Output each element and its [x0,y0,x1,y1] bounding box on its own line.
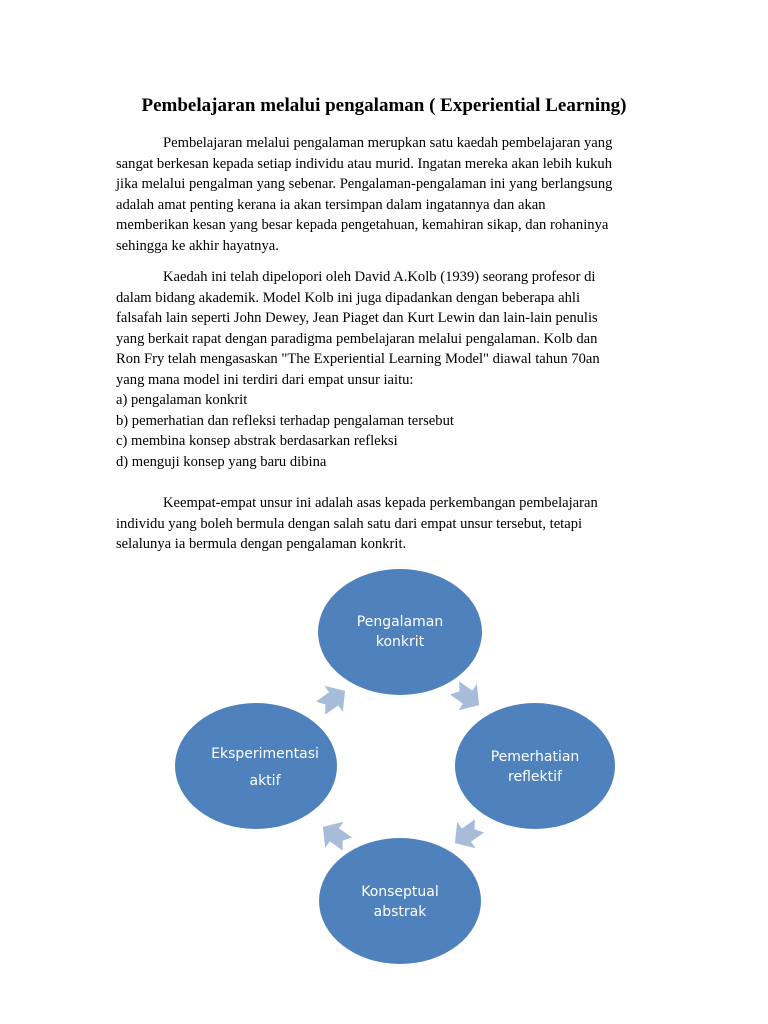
node-active-experimentation [175,703,337,829]
paragraph-line: Pembelajaran melalui pengalaman merupkan satu kaedah pembelajaran yang [163,135,613,151]
list-item: b) pemerhatian dan refleksi terhadap pengalaman tersebut [116,412,454,429]
paragraph-line: Kaedah ini telah dipelopori oleh David A.Kolb (1939) seorang profesor di [163,269,596,285]
node-label: Pengalaman [356,614,444,630]
list-item: c) membina konsep abstrak berdasarkan refleksi [116,433,398,449]
paragraph-line: falsafah lain seperti John Dewey, Jean Piaget dan Kurt Lewin dan lain-lain penulis [116,310,598,326]
list-item: a) pengalaman konkrit [116,392,248,408]
paragraph-line: Ron Fry telah mengasaskan "The Experiential Learning Model" diawal tahun 70an [116,351,600,367]
arrow-up-left-icon [314,814,357,857]
paragraph-line: jika melalui pengalman yang sebenar. Pengalaman-pengalaman ini yang berlangsung [116,176,613,192]
paragraph-line: yang mana model ini terdiri dari empat unsur iaitu: [116,371,414,388]
node-label: reflektif [508,769,562,785]
list-item: d) menguji konsep yang baru dibina [116,453,327,470]
paragraph-line: sangat berkesan kepada setiap individu atau murid. Ingatan mereka akan lebih kukuh [116,155,613,172]
paragraph-line: adalah amat penting kerana ia akan tersimpan dalam ingatannya dan akan [116,196,546,213]
paragraph-summary [116,493,656,555]
paragraph-line: selalunya ia bermula dengan pengalaman konkrit. [116,536,407,552]
node-label: Eksperimentasi [211,746,319,762]
element-list [116,390,656,472]
node-abstract-conceptualization [319,838,481,964]
page-title: Pembelajaran melalui pengalaman ( Experiential Learning) [141,95,627,116]
paragraph-line: yang berkait rapat dengan paradigma pembelajaran melalui pengalaman. Kolb dan [116,330,598,347]
paragraph-intro [116,133,656,256]
arrow-down-left-icon [446,813,489,856]
arrow-down-right-icon [445,675,488,718]
node-label: aktif [249,773,281,789]
node-label: konkrit [375,634,425,650]
node-label: Pemerhatian [490,749,580,765]
node-concrete-experience [318,569,482,695]
paragraph-line: individu yang boleh bermula dengan salah satu dari empat unsur tersebut, tetapi [116,515,583,532]
paragraph-line: Keempat-empat unsur ini adalah asas kepada perkembangan pembelajaran [163,495,598,511]
node-label: abstrak [373,904,427,920]
learning-cycle-diagram [0,560,768,970]
paragraph-line: dalam bidang akademik. Model Kolb ini juga dipadankan dengan beberapa ahli [116,289,581,306]
paragraph-kolb [116,267,656,390]
node-reflective-observation [455,703,615,829]
arrow-up-right-icon [311,678,354,721]
paragraph-line: memberikan kesan yang besar kepada pengetahuan, kemahiran sikap, dan rohaninya [116,217,609,233]
paragraph-line: sehingga ke akhir hayatnya. [116,237,279,254]
node-label: Konseptual [361,884,439,900]
